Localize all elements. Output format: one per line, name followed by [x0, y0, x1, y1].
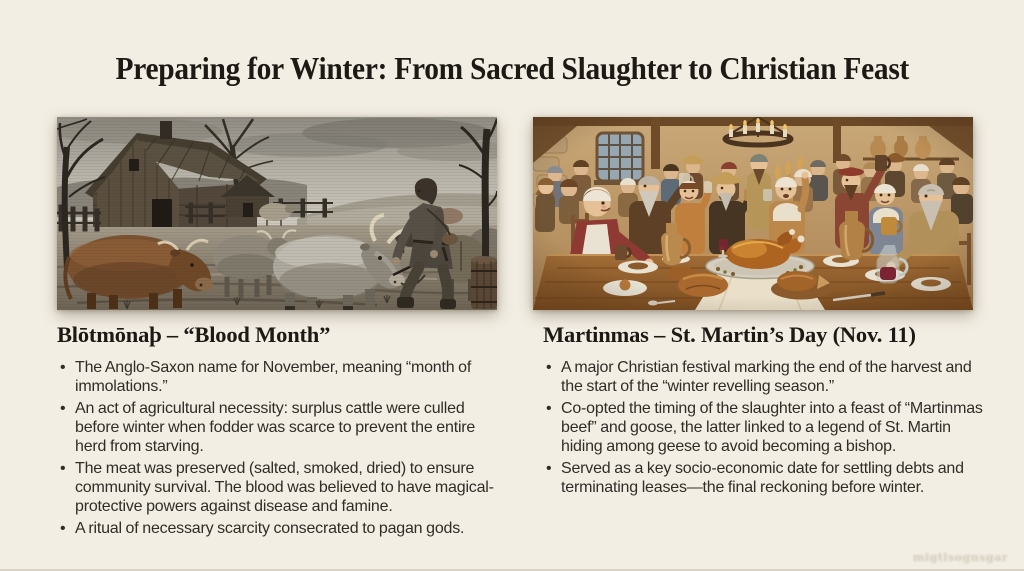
right-bullet-list [543, 358, 985, 497]
left-bullet-list [57, 358, 497, 538]
bullet-item: • The meat was preserved (salted, smoked, dried) to ensure community survival. The blood was believed to have magical-protective powers against disease and famine. [57, 459, 497, 516]
left-panel-heading: Blōtmōnaþ – “Blood Month” [57, 322, 331, 347]
bullet-item: • The Anglo-Saxon name for November, meaning “month of immolations.” [57, 358, 497, 396]
watermark: migtlsognsgar [912, 551, 1008, 564]
bullet-item: • Co-opted the timing of the slaughter into a feast of “Martinmas beef” and goose, the latter linked to a legend of St. Martin hiding among geese to avoid becoming a bishop. [543, 399, 985, 456]
blood-month-illustration [57, 117, 497, 310]
bullet-item: • Served as a key socio-economic date for settling debts and terminating leases—the final reckoning before winter. [543, 459, 985, 497]
right-panel-heading: Martinmas – St. Martin’s Day (Nov. 11) [543, 322, 916, 347]
bullet-item: • An act of agricultural necessity: surplus cattle were culled before winter when fodder was scarce to prevent the entire herd from starving. [57, 399, 497, 456]
right-panel [543, 322, 985, 500]
slide-title: Preparing for Winter: From Sacred Slaughter to Christian Feast [115, 50, 909, 86]
bullet-item: • A ritual of necessary scarcity consecrated to pagan gods. [57, 519, 497, 538]
left-panel [57, 322, 497, 541]
martinmas-feast-illustration [533, 117, 973, 310]
bullet-item: • A major Christian festival marking the end of the harvest and the start of the “winter revelling season.” [543, 358, 985, 396]
